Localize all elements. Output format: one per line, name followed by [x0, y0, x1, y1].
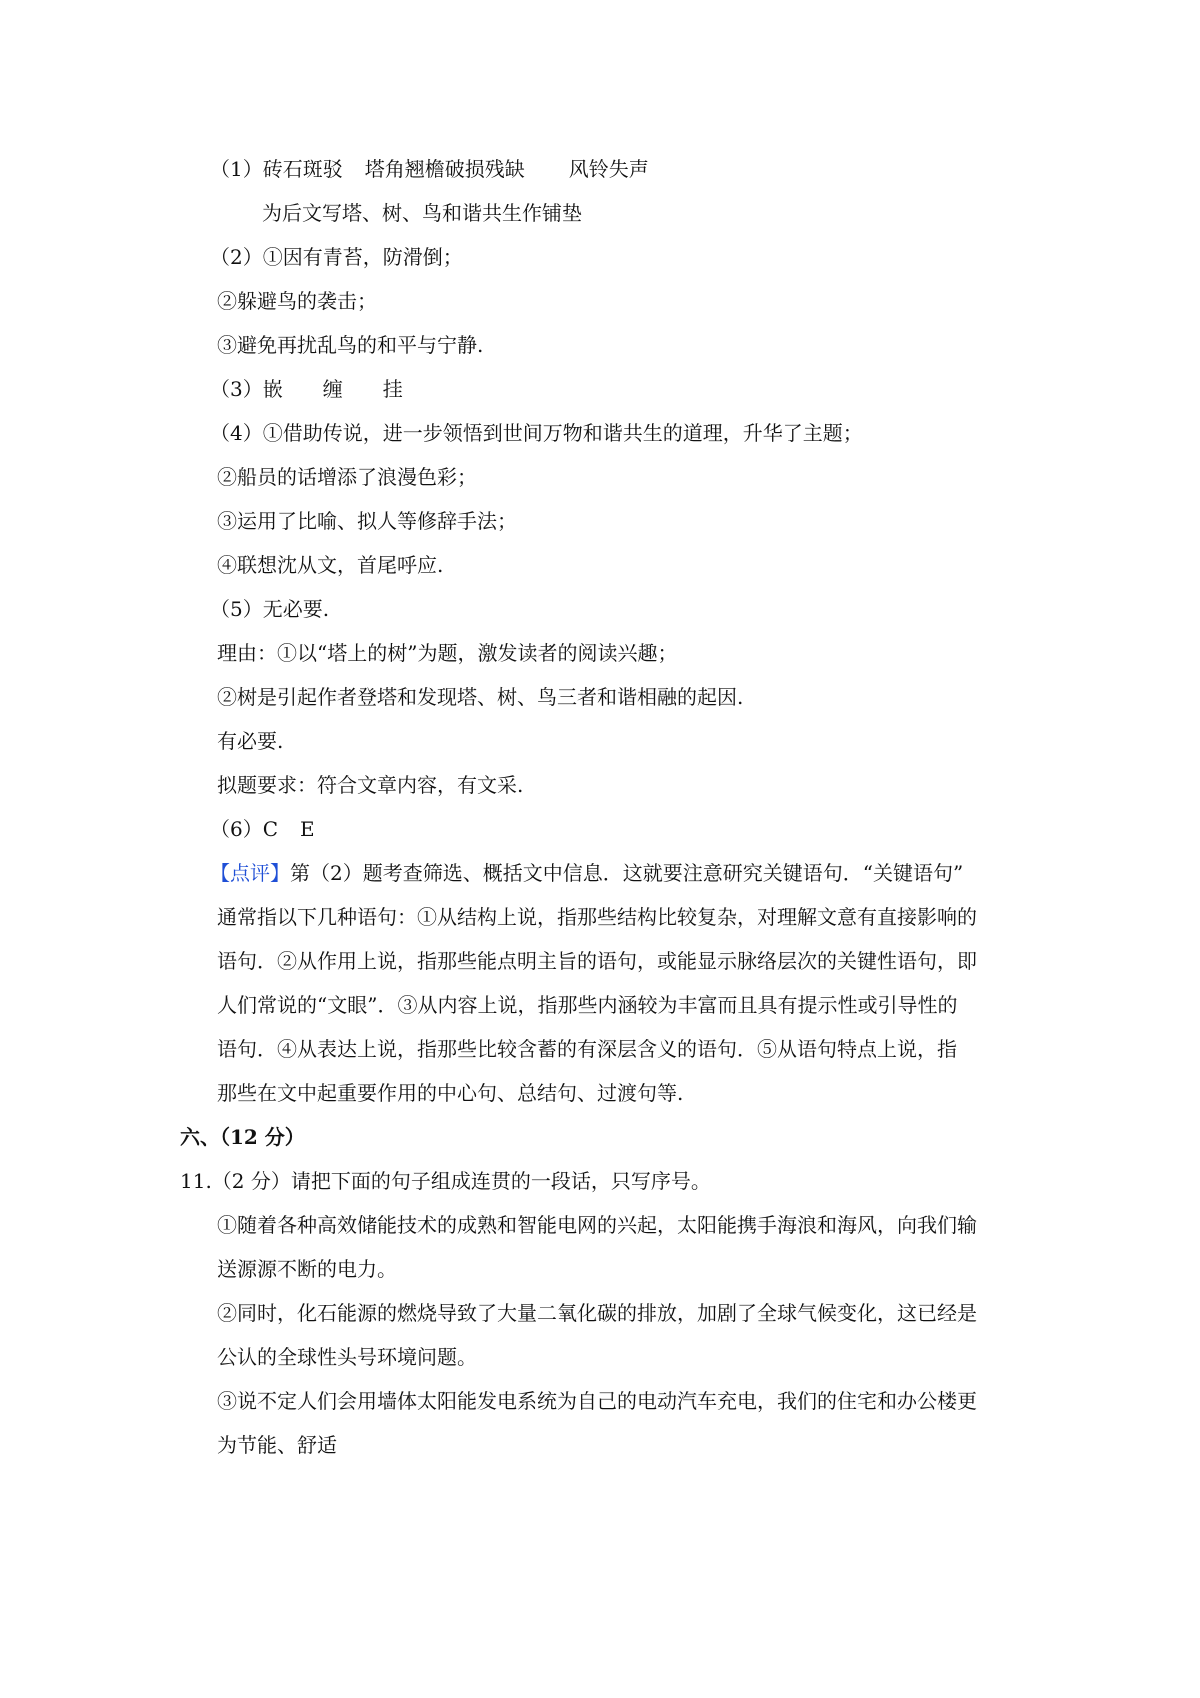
- comment-text-1: 第（2）题考查筛选、概括文中信息．这就要注意研究关键语句．“关键语句”: [290, 861, 964, 885]
- sentence-3-line-2: 为节能、舒适: [217, 1433, 337, 1457]
- sentence-2-line-2: 公认的全球性头号环境问题。: [217, 1345, 477, 1369]
- answer-5-reason-1: 理由：①以“塔上的树”为题，激发读者的阅读兴趣；: [217, 641, 678, 665]
- comment-line-3: 语句．②从作用上说，指那些能点明主旨的语句，或能显示脉络层次的关键性语句，即: [217, 949, 977, 973]
- sentence-3-line-1: ③说不定人们会用墙体太阳能发电系统为自己的电动汽车充电，我们的住宅和办公楼更: [217, 1389, 977, 1413]
- answer-5-reason-2: ②树是引起作者登塔和发现塔、树、鸟三者和谐相融的起因.: [217, 685, 744, 709]
- answer-6: [210, 815, 315, 843]
- sentence-2-line-1: ②同时，化石能源的燃烧导致了大量二氧化碳的排放，加剧了全球气候变化，这已经是: [217, 1301, 977, 1325]
- answer-2-number: （2）: [210, 245, 263, 269]
- answer-1: [210, 155, 649, 183]
- sentence-1-line-2: 送源源不断的电力。: [217, 1257, 397, 1281]
- comment-line-4: 人们常说的“文眼”．③从内容上说，指那些内涵较为丰富而且具有提示性或引导性的: [217, 993, 958, 1017]
- answer-5-answer: 无必要.: [262, 597, 330, 621]
- answer-2-item-2: ②躲避鸟的袭击；: [217, 289, 377, 313]
- comment-line-6: 那些在文中起重要作用的中心句、总结句、过渡句等.: [217, 1081, 684, 1105]
- answer-3-word-1: 嵌: [262, 377, 283, 401]
- answer-4-item-2: ②船员的话增添了浪漫色彩；: [217, 465, 477, 489]
- comment-line-5: 语句．④从表达上说，指那些比较含蓄的有深层含义的语句．⑤从语句特点上说，指: [217, 1037, 957, 1061]
- answer-3: [210, 375, 403, 403]
- sentence-1-line-1: ①随着各种高效储能技术的成熟和智能电网的兴起，太阳能携手海浪和海风，向我们输: [217, 1213, 977, 1237]
- answer-4-item-1: ①借助传说，进一步领悟到世间万物和谐共生的道理，升华了主题；: [262, 421, 863, 445]
- answer-3-word-3: 挂: [382, 377, 403, 401]
- answer-6-choice-1: C: [262, 817, 279, 841]
- answer-2-line-1: [210, 243, 463, 271]
- answer-1-part-b: 塔角翘檐破损残缺: [364, 157, 525, 181]
- section-heading: 六、（12 分）: [180, 1125, 305, 1149]
- answer-4-number: （4）: [210, 421, 263, 445]
- answer-2-item-1: ①因有青苔，防滑倒；: [262, 245, 463, 269]
- answer-6-choice-2: E: [300, 817, 315, 841]
- answer-3-number: （3）: [210, 377, 263, 401]
- comment-line-2: 通常指以下几种语句：①从结构上说，指那些结构比较复杂，对理解文意有直接影响的: [217, 905, 977, 929]
- answer-5-number: （5）: [210, 597, 263, 621]
- question-11-stem: 11.（2 分）请把下面的句子组成连贯的一段话，只写序号。: [180, 1169, 711, 1193]
- answer-4-item-4: ④联想沈从文，首尾呼应.: [217, 553, 444, 577]
- answer-2-item-3: ③避免再扰乱鸟的和平与宁静.: [217, 333, 484, 357]
- comment-tag: 【点评】: [210, 861, 290, 885]
- answer-5-requirement: 拟题要求：符合文章内容，有文采.: [217, 773, 524, 797]
- answer-3-word-2: 缠: [322, 377, 343, 401]
- answer-1-part-a: 砖石斑驳: [262, 157, 343, 181]
- answer-6-number: （6）: [210, 817, 263, 841]
- answer-4-item-3: ③运用了比喻、拟人等修辞手法；: [217, 509, 517, 533]
- answer-5-line-1: [210, 595, 329, 623]
- answer-1-note: 为后文写塔、树、鸟和谐共生作铺垫: [262, 201, 582, 225]
- answer-4-line-1: [210, 419, 863, 447]
- comment-line-1: [210, 859, 963, 887]
- answer-5-alternative: 有必要.: [217, 729, 284, 753]
- answer-1-number: （1）: [210, 157, 263, 181]
- answer-1-part-c: 风铃失声: [568, 157, 649, 181]
